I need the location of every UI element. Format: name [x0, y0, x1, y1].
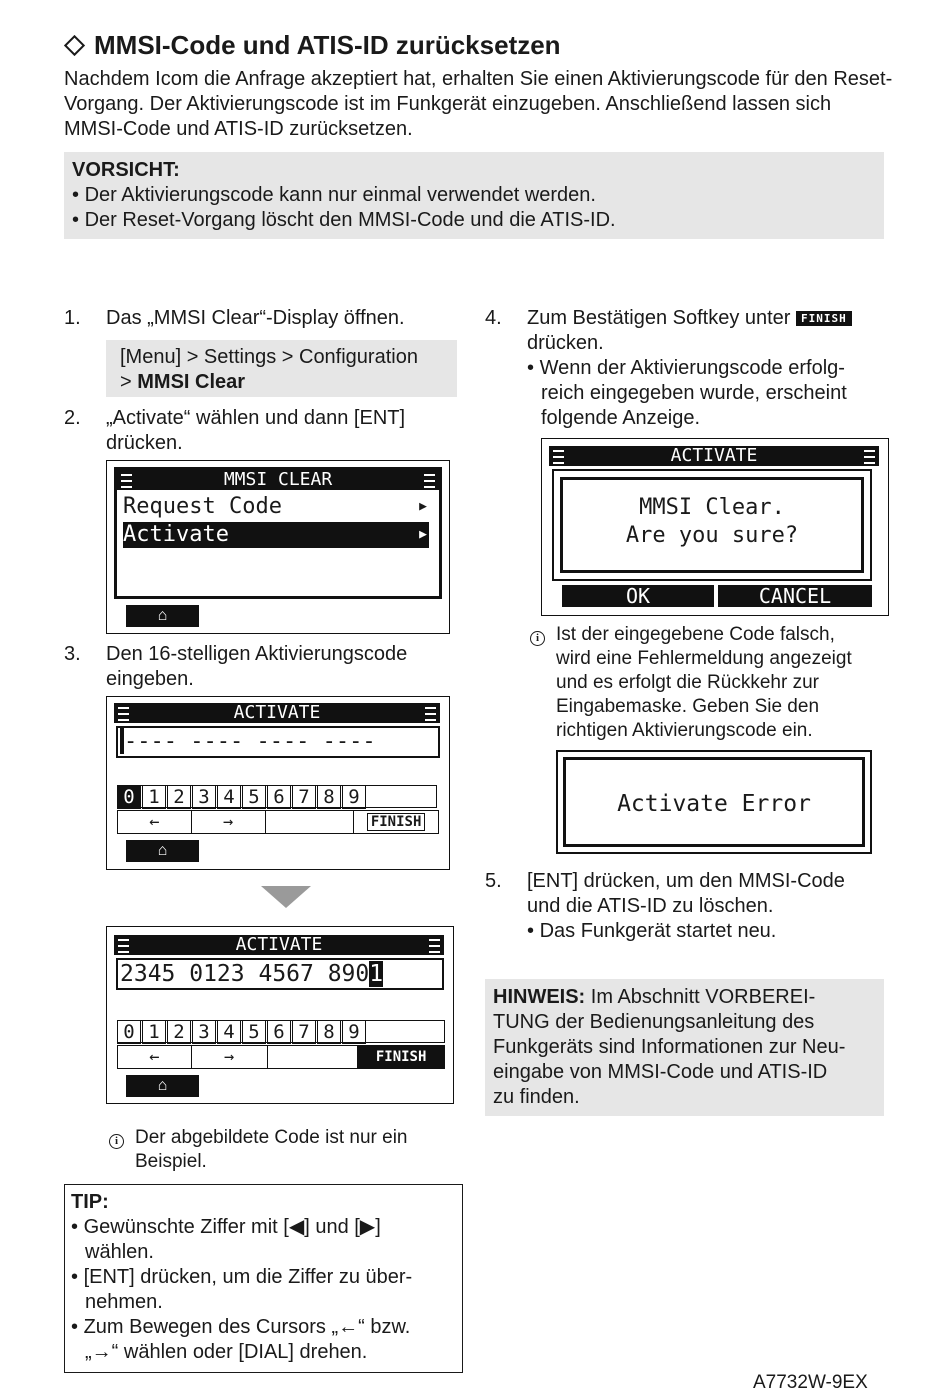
lcd-screen-error [556, 750, 872, 854]
lcd-screen-mmsi-clear [106, 460, 450, 634]
cursor-left-key[interactable]: ← [118, 811, 192, 833]
digit-key[interactable]: 5 [242, 1020, 266, 1044]
code-input[interactable]: 2345 0123 4567 8901 [116, 958, 444, 990]
finish-softkey-label: FINISH [796, 311, 852, 326]
menu-icon [118, 707, 129, 721]
menu-icon [864, 450, 875, 464]
error-message: Activate Error [617, 791, 811, 817]
note-example: Der abgebildete Code ist nur ein Beispiel. [135, 1127, 408, 1172]
finish-key[interactable]: FINISH [354, 811, 438, 833]
cursor-right-key[interactable]: → [192, 811, 266, 833]
digit-key[interactable]: 9 [342, 1020, 366, 1044]
tip-item: • Gewünschte Ziffer mit [◀] und [▶] wählen. [71, 1216, 381, 1263]
menu-icon [429, 939, 440, 953]
menu-icon [553, 450, 564, 464]
lcd-frame [114, 467, 442, 599]
digit-key[interactable]: 6 [267, 1020, 291, 1044]
info-icon: i [530, 628, 545, 646]
step-number: 2. [64, 407, 81, 429]
blank-key [268, 1046, 359, 1068]
menu-icon [121, 474, 132, 488]
diamond-icon [64, 35, 85, 56]
home-icon[interactable]: ⌂ [126, 605, 199, 627]
dialog-box [560, 477, 864, 573]
finish-key[interactable]: FINISH [358, 1046, 444, 1068]
digit-key[interactable]: 9 [342, 785, 366, 809]
digit-key[interactable]: 2 [167, 1020, 191, 1044]
digit-keypad [117, 1020, 367, 1044]
document-code: A7732W-9EX [753, 1372, 868, 1393]
tip-heading: TIP: [71, 1191, 109, 1213]
error-dialog [563, 757, 865, 847]
info-icon: i [109, 1131, 124, 1149]
digit-key[interactable]: 3 [192, 785, 216, 809]
bullet-icon: • [72, 184, 80, 206]
dialog-outer [552, 469, 872, 581]
home-icon[interactable]: ⌂ [126, 840, 199, 862]
dialog-line: Are you sure? [625, 523, 799, 548]
dialog-line: MMSI Clear. [639, 495, 785, 520]
digit-key[interactable]: 5 [242, 785, 266, 809]
note-wrong-code: Ist der eingegebene Code falsch, wird eine Fehlermeldung angezeigt und es erfolgt die Rückkehr zur Eingabemaske. Geben Sie den richtigen Aktivierungscode ein. [556, 624, 852, 741]
home-icon[interactable]: ⌂ [126, 1075, 199, 1097]
ok-button[interactable]: OK [562, 585, 714, 607]
step-text: [ENT] drücken, um den MMSI-Code und die ATIS-ID zu löschen. • Das Funkgerät startet neu. [527, 870, 845, 942]
step-number: 1. [64, 307, 81, 329]
step-number: 5. [485, 870, 502, 892]
lcd-title: ACTIVATE [233, 702, 321, 723]
step-number: 4. [485, 307, 502, 329]
lcd-title-bar [114, 935, 444, 955]
digit-key[interactable]: 6 [267, 785, 291, 809]
intro-paragraph: Nachdem Icom die Anfrage akzeptiert hat, erhalten Sie einen Aktivierungscode für den Reset-Vorgang. Der Aktivierungscode ist im Funkgerät einzugeben. Anschließend lassen sich MMSI-Code und ATIS-ID zurücksetzen. [64, 68, 893, 140]
caution-item: • Der Reset-Vorgang löscht den MMSI-Code und die ATIS-ID. [72, 209, 616, 231]
lcd-screen-activate-filled [106, 926, 454, 1104]
lcd-title-bar [549, 446, 879, 466]
digit-key[interactable]: 1 [142, 785, 166, 809]
menu-path-target: MMSI Clear [137, 371, 246, 393]
digit-key[interactable]: 7 [292, 785, 316, 809]
hinweis-box: HINWEIS: Im Abschnitt VORBEREI- TUNG der Bedienungsanleitung des Funkgeräts sind Informationen zur Neu- eingabe von MMSI-Code und ATIS-ID zu finden. [485, 979, 884, 1116]
arrow-right-icon: ▶ [419, 499, 427, 514]
lcd-screen-activate-empty [106, 696, 450, 870]
step-number: 3. [64, 643, 81, 665]
hinweis-label: HINWEIS: [493, 986, 586, 1008]
digit-key[interactable]: 8 [317, 1020, 341, 1044]
lcd-title-bar [117, 470, 439, 490]
digit-key[interactable]: 1 [142, 1020, 166, 1044]
bullet-icon: • [72, 209, 80, 231]
menu-path-line: > MMSI Clear [120, 371, 246, 393]
lcd-title: ACTIVATE [670, 445, 758, 466]
menu-path-line: [Menu] > Settings > Configuration [120, 346, 418, 368]
lcd-title: MMSI CLEAR [223, 469, 333, 490]
digit-key[interactable]: 0 [117, 1020, 141, 1044]
caution-heading: VORSICHT: [72, 159, 180, 181]
lcd-screen-confirm [541, 438, 889, 616]
menu-icon [424, 474, 435, 488]
digit-key[interactable]: 8 [317, 785, 341, 809]
cursor-left-key[interactable]: ← [118, 1046, 192, 1068]
step-bullet: • Wenn der Aktivierungscode erfolg- reich eingegeben wurde, erscheint folgende Anzeige. [527, 357, 847, 429]
caution-box [64, 152, 884, 239]
tip-item: • Zum Bewegen des Cursors „←“ bzw. „→“ wählen oder [DIAL] drehen. [71, 1316, 411, 1363]
step-text: „Activate“ wählen und dann [ENT] drücken. [106, 407, 406, 454]
arrow-down-icon [261, 886, 311, 908]
digit-key[interactable]: 4 [217, 1020, 241, 1044]
cursor-right-key[interactable]: → [192, 1046, 268, 1068]
digit-key[interactable]: 2 [167, 785, 191, 809]
menu-path [106, 340, 457, 397]
menu-icon [425, 707, 436, 721]
step-text: drücken. [527, 332, 604, 354]
digit-key[interactable]: 7 [292, 1020, 316, 1044]
page-title [62, 28, 561, 62]
tip-item: • [ENT] drücken, um die Ziffer zu über- nehmen. [71, 1266, 413, 1313]
lcd-title: ACTIVATE [235, 934, 323, 955]
cancel-button[interactable]: CANCEL [718, 585, 872, 607]
lcd-menu-item[interactable]: Request Code ▶ [123, 494, 427, 519]
nav-key-row [117, 1045, 445, 1069]
step-text: Zum Bestätigen Softkey unter FINISH [527, 306, 852, 331]
code-input[interactable]: ---- ---- ---- ---- [116, 726, 440, 758]
digit-keypad [117, 785, 367, 809]
digit-key[interactable]: 3 [192, 1020, 216, 1044]
step-text: Den 16-stelligen Aktivierungscode eingeben. [106, 643, 408, 690]
menu-icon [118, 939, 129, 953]
step-text: Das „MMSI Clear“-Display öffnen. [106, 307, 405, 329]
lcd-title-bar [114, 703, 440, 723]
digit-key[interactable]: 4 [217, 785, 241, 809]
digit-key[interactable]: 0 [117, 785, 141, 809]
lcd-menu-item-selected[interactable]: Activate ▶ [123, 522, 427, 547]
arrow-right-icon: ▶ [419, 527, 427, 542]
nav-key-row [117, 810, 439, 834]
blank-key [266, 811, 355, 833]
page-title-text: MMSI-Code und ATIS-ID zurücksetzen [94, 30, 561, 60]
caution-item: • Der Aktivierungscode kann nur einmal verwendet werden. [72, 184, 596, 206]
tip-box [64, 1184, 463, 1373]
cursor: 1 [369, 961, 384, 987]
